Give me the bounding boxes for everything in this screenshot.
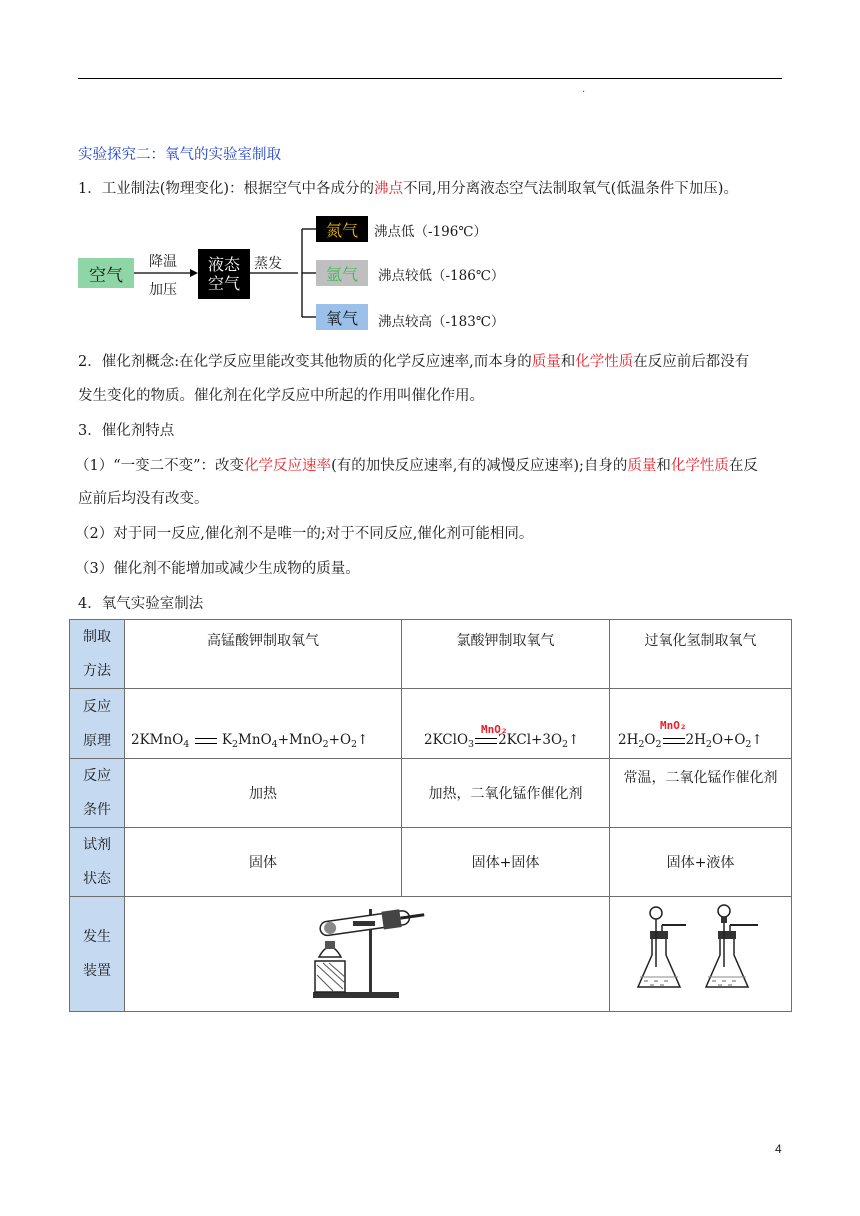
p2-highlight-1: 质量: [531, 354, 561, 370]
row-header-text: 状态: [83, 871, 111, 887]
table-row-method: [70, 620, 792, 689]
argon-bp: 沸点较低（-186℃）: [378, 268, 505, 284]
page-number: 4: [775, 1142, 782, 1156]
p2-highlight-2: 化学性质: [575, 354, 634, 370]
p1-text-end: 不同,用分离液态空气法制取氧气(低温条件下加压)。: [403, 181, 738, 197]
paragraph-3-2: （2）对于同一反应,催化剂不是唯一的;对于不同反应,催化剂可能相同。: [75, 526, 534, 542]
cool-label: 降温: [149, 254, 177, 270]
p2-text: 2．催化剂概念:在化学反应里能改变其他物质的化学反应速率,而本身的: [78, 354, 532, 370]
equation-h2o2-cell: [610, 689, 792, 759]
p3-1-highlight-2: 质量: [627, 458, 657, 474]
method-h2o2: 过氧化氢制取氧气: [610, 620, 792, 689]
table-row-apparatus: [70, 897, 792, 1012]
row-header-conditions: [70, 759, 125, 828]
equation-kclo3-cell: [402, 689, 610, 759]
argon-box: 氩气: [316, 260, 368, 286]
liquid-air-box: [198, 249, 250, 299]
condition-h2o2: 常温，二氧化锰作催化剂: [610, 759, 792, 828]
p3-1-highlight-1: 化学反应速率: [244, 458, 332, 474]
header-dot: .: [582, 84, 586, 95]
method-kclo3: 氯酸钾制取氧气: [402, 620, 610, 689]
p3-1-text-d: 在反: [728, 458, 758, 474]
row-header-text: 方法: [83, 663, 111, 679]
p3-1-text-c: 和: [656, 458, 671, 474]
equation-h2o2: $2H_2O_2$ $2H_2O+O_2↑$: [618, 732, 763, 750]
method-kmno4: 高锰酸钾制取氧气: [125, 620, 402, 689]
row-header-text: 发生: [83, 929, 111, 945]
diagram-lines: [0, 0, 860, 340]
nitrogen-bp: 沸点低（-196℃）: [374, 224, 487, 240]
table-row-conditions: [70, 759, 792, 828]
row-header-text: 制取: [83, 629, 111, 645]
heating-apparatus-image: [125, 897, 609, 1011]
row-header-text: 条件: [83, 802, 111, 818]
air-box: 空气: [78, 258, 134, 288]
paragraph-4: 4．氧气实验室制法: [78, 596, 204, 612]
p2-text-b: 和: [560, 354, 576, 370]
oxygen-preparation-table: [69, 619, 792, 1012]
state-kclo3: 固体+固体: [402, 828, 610, 897]
row-header-text: 试剂: [83, 837, 111, 853]
evaporate-label: 蒸发: [254, 256, 282, 272]
state-kmno4: 固体: [125, 828, 402, 897]
paragraph-3-1: [75, 456, 758, 476]
row-header-text: 反应: [83, 768, 111, 784]
table-row-principle: [70, 689, 792, 759]
equation-kclo3: 2KClO$_3$ $2KCl+3O_2↑$: [424, 732, 580, 750]
paragraph-3-3: （3）催化剂不能增加或减少生成物的质量。: [75, 561, 360, 577]
p2-text-c: 在反应前后都没有: [633, 354, 750, 370]
paragraph-3: 3．催化剂特点: [78, 423, 175, 439]
p1-highlight: 沸点: [374, 181, 404, 197]
paragraph-2: [78, 352, 749, 372]
p3-1-text-b: (有的加快反应速率,有的减慢反应速率);自身的: [331, 458, 628, 474]
condition-kmno4: 加热: [125, 759, 402, 828]
catalyst-label: MnO₂: [481, 723, 508, 736]
catalyst-label: MnO₂: [660, 719, 687, 732]
row-header-principle: [70, 689, 125, 759]
row-header-method: [70, 620, 125, 689]
p3-1-text: （1）“一变二不变”：改变: [75, 458, 245, 474]
oxygen-box: 氧气: [316, 304, 368, 330]
condition-kclo3: 加热，二氧化锰作催化剂: [402, 759, 610, 828]
state-h2o2: 固体+液体: [610, 828, 792, 897]
press-label: 加压: [149, 282, 177, 298]
oxygen-bp: 沸点较高（-183℃）: [378, 314, 505, 330]
row-header-text: 原理: [83, 732, 111, 749]
row-header-apparatus: [70, 897, 125, 1012]
p3-1-highlight-3: 化学性质: [670, 458, 729, 474]
catalyst-apparatus-cell: [610, 897, 792, 1012]
table-row-state: [70, 828, 792, 897]
liquid-air-line1: 液态: [207, 255, 240, 274]
equation-kmno4-cell: [125, 689, 402, 759]
nitrogen-box: 氮气: [316, 216, 368, 242]
paragraph-2-line2: 发生变化的物质。催化剂在化学反应中所起的作用叫催化作用。: [78, 388, 484, 404]
liquid-air-line2: 空气: [207, 274, 240, 293]
row-header-text: 反应: [83, 698, 111, 715]
row-header-text: 装置: [83, 963, 111, 979]
flask-apparatus-image: [610, 897, 792, 1011]
row-header-state: [70, 828, 125, 897]
paragraph-3-1-line2: 应前后均没有改变。: [78, 491, 209, 507]
equation-kmno4: 2KMnO$_4$ $K_2MnO_4+MnO_2+O_2↑$: [131, 732, 369, 750]
section-title: 实验探究二：氧气的实验室制取: [78, 147, 281, 163]
heating-apparatus-cell: [125, 897, 610, 1012]
p1-text: 1．工业制法(物理变化)：根据空气中各成分的: [78, 181, 375, 197]
